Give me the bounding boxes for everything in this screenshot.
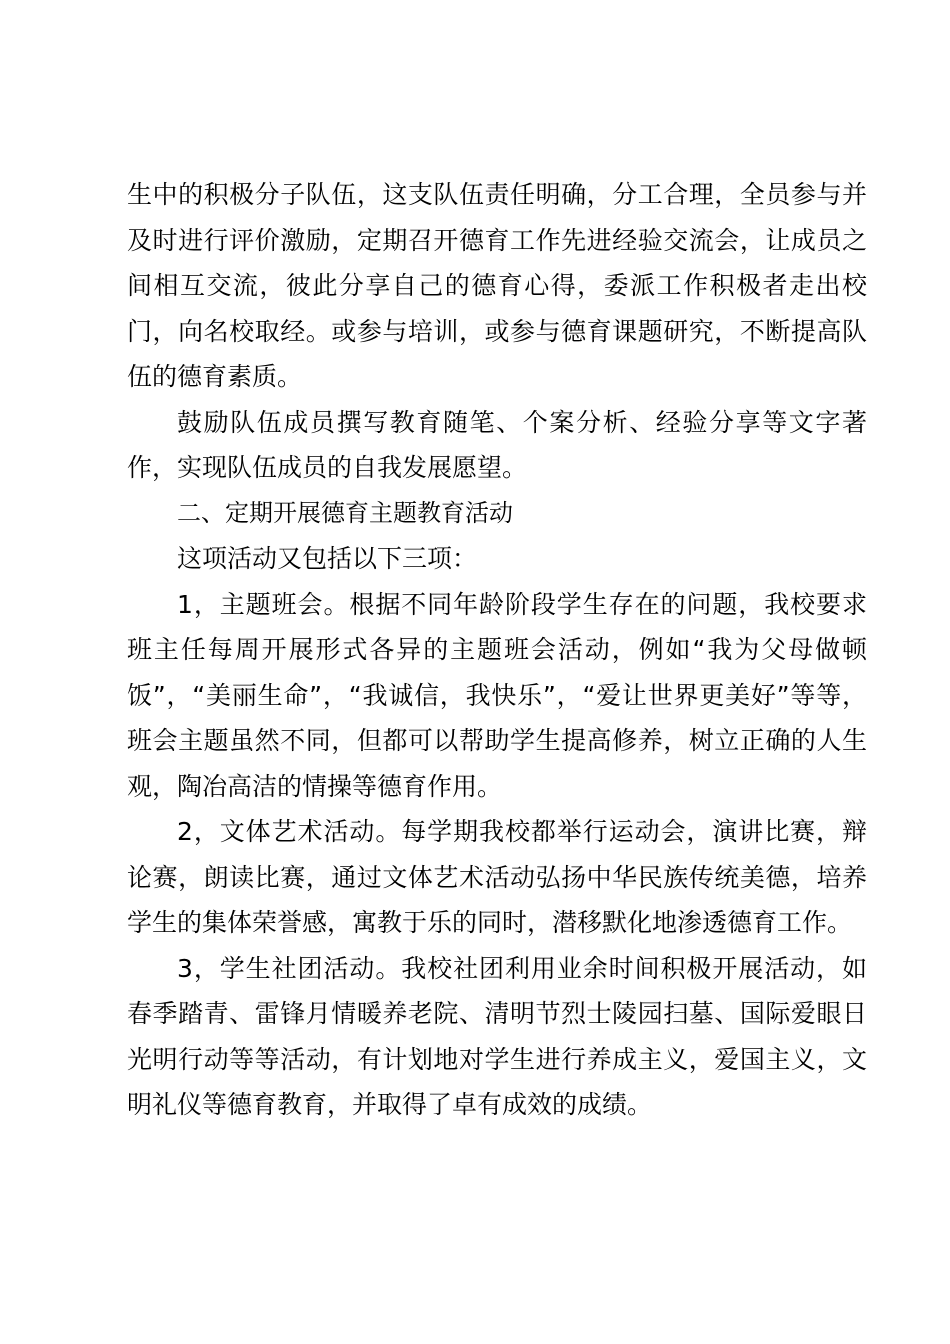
paragraph-continuation: 生中的积极分子队伍，这支队伍责任明确，分工合理，全员参与并及时进行评价激励，定期召开德育工作先进经验交流会，让成员之间相互交流，彼此分享自己的德育心得，委派工作积极者走出校门，向名校取经。或参与培训，或参与德育课题研究，不断提高队伍的德育素质。 bbox=[127, 180, 867, 391]
paragraph-item-1: 1，主题班会。根据不同年龄阶段学生存在的问题，我校要求班主任每周开展形式各异的主题班会活动，例如“我为父母做顿饭”，“美丽生命”，“我诚信，我快乐”，“爱让世界更美好”等等，班会主题虽然不同，但都可以帮助学生提高修养，树立正确的人生观，陶冶高洁的情操等德育作用。 bbox=[127, 589, 867, 801]
body-text bbox=[127, 172, 867, 1128]
paragraph-item-2: 2，文体艺术活动。每学期我校都举行运动会，演讲比赛，辩论赛，朗读比赛，通过文体艺术活动弘扬中华民族传统美德，培养学生的集体荣誉感，寓教于乐的同时，潜移默化地渗透德育工作。 bbox=[127, 817, 867, 937]
paragraph-intro-three-items: 这项活动又包括以下三项： bbox=[177, 544, 478, 573]
section-heading: 二、定期开展德育主题教育活动 bbox=[177, 498, 513, 527]
paragraph-encourage-writing: 鼓励队伍成员撰写教育随笔、个案分析、经验分享等文字著作，实现队伍成员的自我发展愿望。 bbox=[127, 407, 867, 482]
paragraph-item-3: 3，学生社团活动。我校社团利用业余时间积极开展活动，如春季踏青、雷锋月情暖养老院、清明节烈士陵园扫墓、国际爱眼日光明行动等等活动，有计划地对学生进行养成主义，爱国主义，文明礼仪等德育教育，并取得了卓有成效的成绩。 bbox=[127, 953, 867, 1119]
